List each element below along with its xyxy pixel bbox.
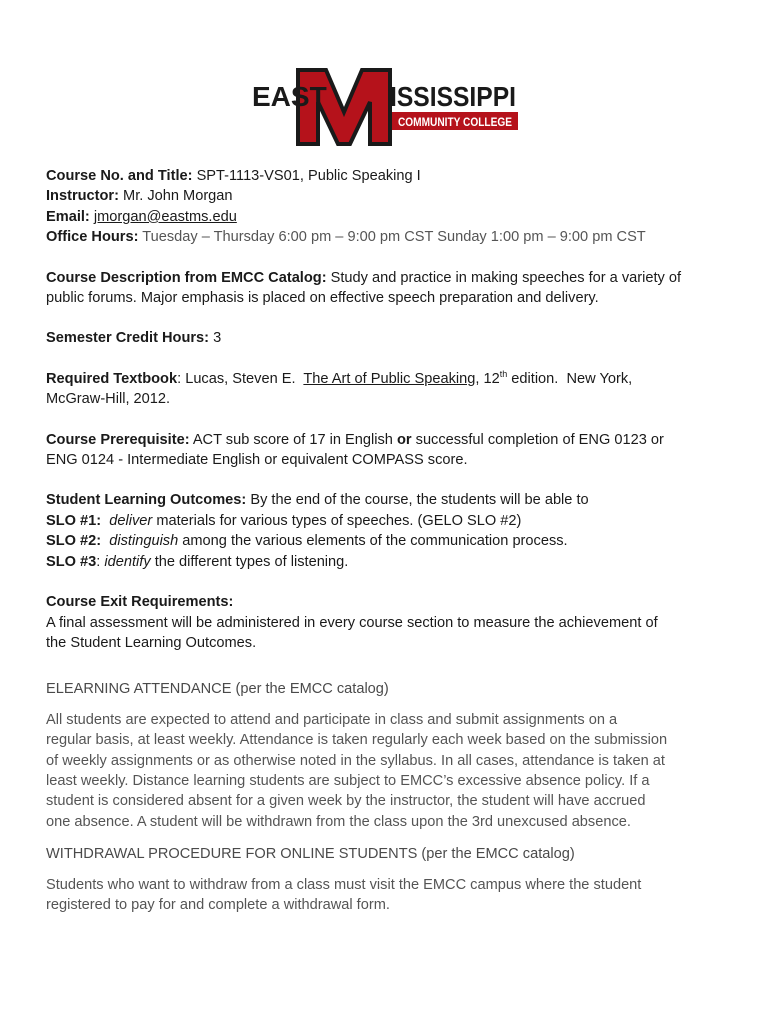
- emcc-logo: [252, 66, 518, 148]
- slo-label: SLO #1:: [46, 512, 102, 529]
- credit-hours-label: Semester Credit Hours:: [46, 330, 210, 347]
- attendance-heading: ELEARNING ATTENDANCE (per the EMCC catalog): [46, 681, 389, 698]
- outcomes-intro-line: [46, 490, 736, 510]
- textbook-title: The Art of Public Speaking: [303, 370, 476, 387]
- description-line-2: public forums. Major emphasis is placed on effective speech preparation and delivery.: [46, 290, 599, 307]
- instructor-line: [46, 186, 736, 206]
- outcomes-label: Student Learning Outcomes:: [46, 492, 247, 509]
- attendance-line: of weekly assignments or as otherwise noted in the syllabus. In all cases, attendance is taken at: [46, 752, 665, 769]
- textbook-line-1: [46, 369, 736, 389]
- slo-item: SLO #3: identify the different types of listening.: [46, 553, 349, 570]
- instructor-label: Instructor:: [46, 188, 119, 205]
- exit-line-1: A final assessment will be administered in every course section to measure the achievement of: [46, 614, 658, 631]
- prereq-text-2: successful completion of ENG 0123 or: [415, 431, 664, 448]
- slo-label: SLO #3: [46, 553, 97, 570]
- textbook-edition-pre: , 12: [475, 370, 500, 387]
- prereq-or: or: [396, 431, 412, 448]
- email-line: [46, 207, 736, 227]
- credit-hours-line: [46, 328, 736, 348]
- description-text-1: Study and practice in making speeches for a variety of: [330, 269, 682, 286]
- office-hours-line: [46, 227, 736, 247]
- instructor-value: Mr. John Morgan: [123, 188, 233, 205]
- prereq-line-1: [46, 430, 736, 450]
- textbook-edition-sup: th: [499, 368, 508, 379]
- slo-item: [46, 531, 736, 551]
- prereq-line-2: ENG 0124 - Intermediate English or equivalent COMPASS score.: [46, 452, 468, 469]
- exit-line-2: the Student Learning Outcomes.: [46, 634, 257, 651]
- slo-label: SLO #2:: [46, 533, 102, 550]
- office-hours-value: Tuesday – Thursday 6:00 pm – 9:00 pm CST Sunday 1:00 pm – 9:00 pm CST: [142, 229, 646, 246]
- course-title-line: [46, 166, 736, 186]
- logo-community-college: COMMUNITY COLLEGE: [398, 115, 512, 129]
- description-line-1: [46, 268, 736, 288]
- textbook-line-2: McGraw-Hill, 2012.: [46, 391, 171, 408]
- attendance-line: student is considered absent for a given week by the instructor, the student will have accrued: [46, 793, 646, 810]
- office-hours-label: Office Hours:: [46, 229, 139, 246]
- logo-east: EAST: [252, 81, 327, 112]
- slo-verb: identify: [104, 553, 151, 570]
- outcomes-intro: By the end of the course, the students will be able to: [250, 492, 589, 509]
- exit-label: Course Exit Requirements:: [46, 594, 234, 611]
- email-link[interactable]: jmorgan@eastms.edu: [93, 208, 237, 225]
- slo-verb: distinguish: [109, 533, 179, 550]
- slo-item: [46, 511, 736, 531]
- prereq-label: Course Prerequisite:: [46, 431, 190, 448]
- course-title-label: Course No. and Title:: [46, 168, 193, 184]
- slo-verb: deliver: [109, 512, 153, 529]
- course-title-value: SPT-1113-VS01, Public Speaking I: [196, 168, 421, 184]
- prereq-text-1: ACT sub score of 17 in English: [192, 431, 393, 448]
- withdrawal-line: Students who want to withdraw from a class must visit the EMCC campus where the student: [46, 876, 642, 893]
- attendance-line: one absence. A student will be withdrawn from the class upon the 3rd unexcused absence.: [46, 813, 631, 830]
- withdrawal-heading: WITHDRAWAL PROCEDURE FOR ONLINE STUDENTS (per the EMCC catalog): [46, 846, 575, 863]
- description-label: Course Description from EMCC Catalog:: [46, 269, 327, 286]
- syllabus-content: [46, 166, 736, 915]
- textbook-author: : Lucas, Steven E.: [177, 370, 304, 387]
- slo-text: the different types of listening.: [150, 553, 349, 570]
- attendance-line: least weekly. Distance learning students are subject to EMCC’s excessive absence policy. If a: [46, 772, 650, 789]
- attendance-line: All students are expected to attend and participate in class and submit assignments on a: [46, 711, 618, 728]
- attendance-line: regular basis, at least weekly. Attendance is taken regularly each week based on the submission: [46, 732, 668, 749]
- slo-text: among the various elements of the communication process.: [178, 533, 568, 550]
- textbook-edition-post: edition. New York,: [507, 370, 633, 387]
- textbook-label: Required Textbook: [46, 370, 178, 387]
- logo-mississippi: ISSISSIPPI: [390, 81, 516, 112]
- credit-hours-value: 3: [213, 330, 222, 347]
- withdrawal-line: registered to pay for and complete a withdrawal form.: [46, 896, 390, 913]
- email-label: Email:: [46, 208, 90, 225]
- slo-text: materials for various types of speeches. (GELO SLO #2): [152, 512, 522, 529]
